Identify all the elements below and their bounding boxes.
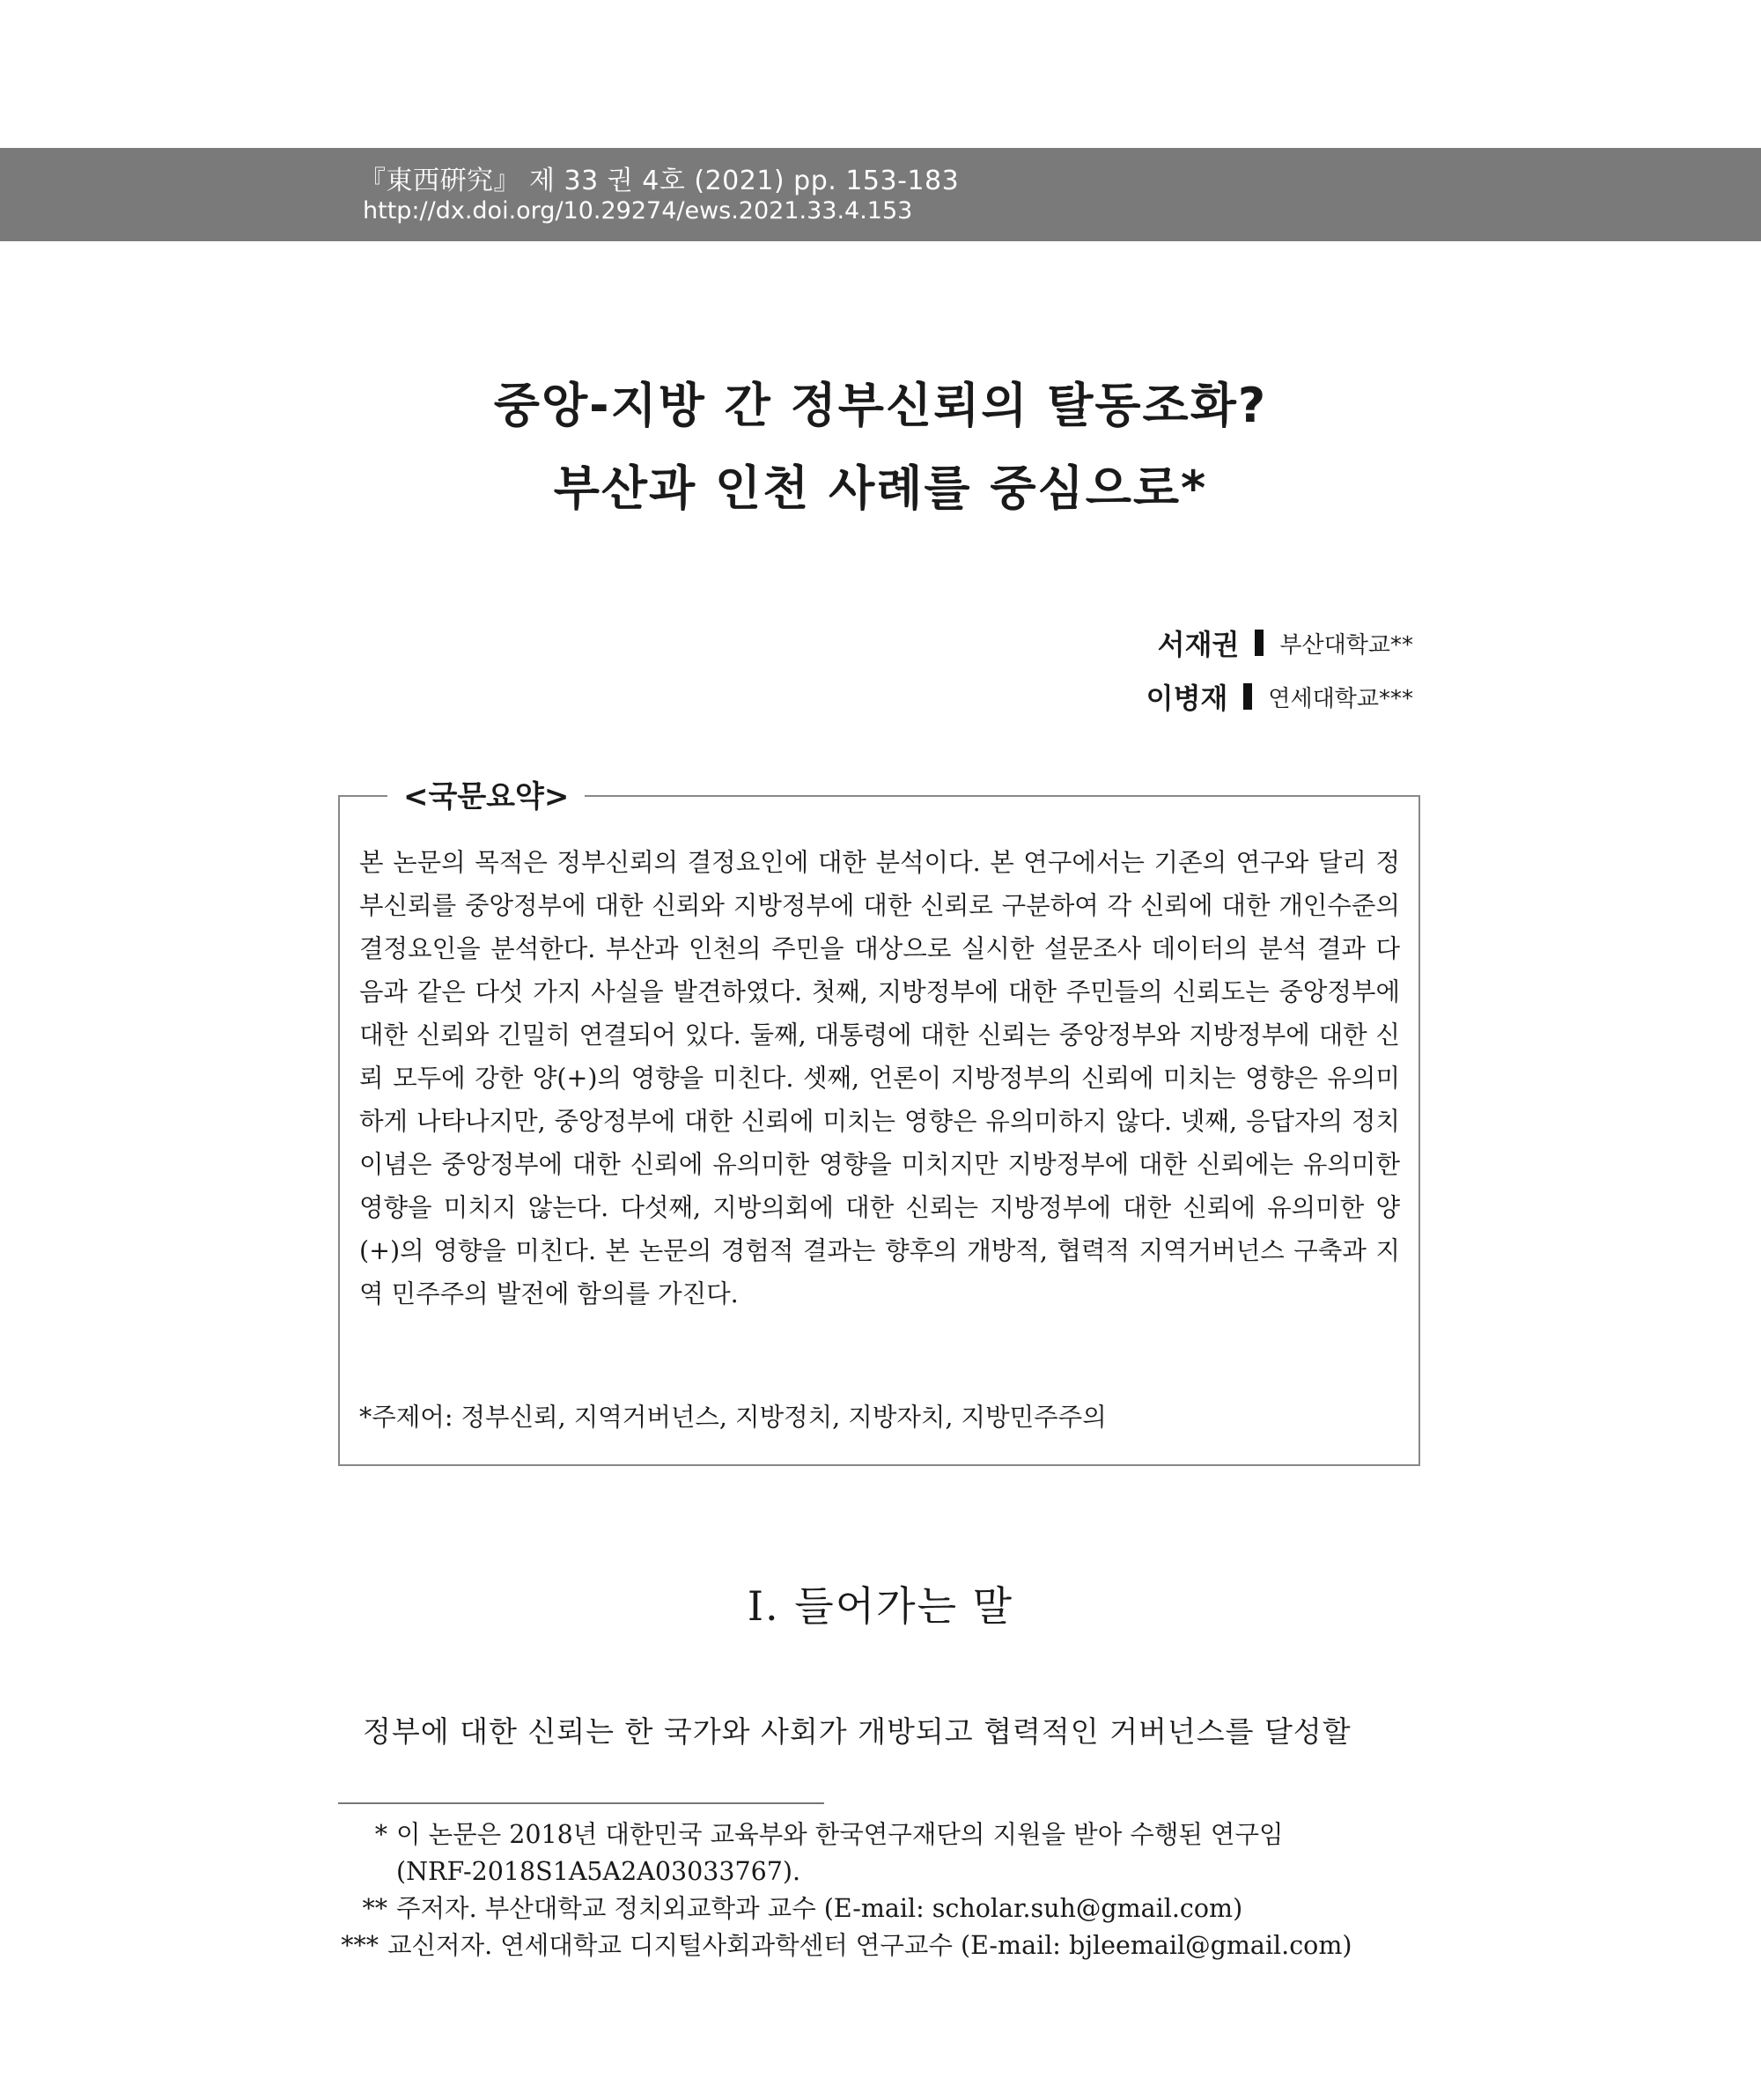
body-paragraph-first-line: 정부에 대한 신뢰는 한 국가와 사회가 개방되고 협력적인 거버넌스를 달성할 (363, 1714, 1352, 1749)
doi-link[interactable]: http://dx.doi.org/10.29274/ews.2021.33.4.153 (363, 197, 913, 225)
author-affiliation: 연세대학교*** (1268, 685, 1413, 712)
footnote-mark: *** (341, 1931, 379, 1960)
footnote-3 (338, 1927, 1430, 1964)
footnote-text-continued: (NRF-2018S1A5A2A03033767). (396, 1857, 801, 1886)
author-name: 이병재 (1146, 682, 1228, 715)
footnote-text: 교신저자. 연세대학교 디지털사회과학센터 연구교수 (E-mail: bjleemail@gmail.com) (387, 1931, 1352, 1960)
paper-title-line-2: 부산과 인천 사례를 중심으로* (553, 461, 1208, 516)
journal-header-band (0, 148, 1761, 241)
footnote-divider (338, 1802, 824, 1804)
abstract-label: <국문요약> (387, 772, 585, 815)
author-separator-bar (1243, 683, 1252, 710)
footnote-1-continuation (338, 1853, 1430, 1890)
section-heading: Ⅰ. 들어가는 말 (747, 1582, 1014, 1630)
footnote-mark: * (374, 1820, 387, 1849)
footnote-text: 주저자. 부산대학교 정치외교학과 교수 (E-mail: scholar.suh@gmail.com) (396, 1894, 1243, 1923)
footnote-2 (338, 1890, 1430, 1927)
author-separator-bar (1255, 630, 1264, 656)
author-1 (1158, 623, 1413, 663)
paper-title-line-1: 중앙-지방 간 정부신뢰의 탈동조화? (493, 378, 1268, 433)
author-name: 서재권 (1157, 628, 1240, 661)
journal-citation: 『東西硏究』 제 33 권 4호 (2021) pp. 153-183 (359, 166, 960, 196)
footnotes (338, 1816, 1430, 1964)
footnote-mark: ** (362, 1894, 387, 1923)
footnote-1 (338, 1816, 1430, 1853)
author-2 (1146, 676, 1413, 717)
footnote-text: 이 논문은 2018년 대한민국 교육부와 한국연구재단의 지원을 받아 수행된 연구임 (396, 1820, 1284, 1849)
abstract-text: 본 논문의 목적은 정부신뢰의 결정요인에 대한 분석이다. 본 연구에서는 기존의 연구와 달리 정부신뢰를 중앙정부에 대한 신뢰와 지방정부에 대한 신뢰로 구분하여 각 신뢰에 대한 개인수준의 결정요인을 분석한다. 부산과 인천의 주민을 대상으로 실시한 설문조사 데이터의 분석 결과 다음과 같은 다섯 가지 사실을 발견하였다. 첫째, 지방정부에 대한 주민들의 신뢰도는 중앙정부에 대한 신뢰와 긴밀히 연결되어 있다. 둘째, 대통령에 대한 신뢰는 중앙정부와 지방정부에 대한 신뢰 모두에 강한 양(+)의 영향을 미친다. 셋째, 언론이 지방정부의 신뢰에 미치는 영향은 유의미하게 나타나지만, 중앙정부에 대한 신뢰에 미치는 영향은 유의미하지 않다. 넷째, 응답자의 정치이념은 중앙정부에 대한 신뢰에 유의미한 영향을 미치지만 지방정부에 대한 신뢰에는 유의미한 영향을 미치지 않는다. 다섯째, 지방의회에 대한 신뢰는 지방정부에 대한 신뢰에 유의미한 양(+)의 영향을 미친다. 본 논문의 경험적 결과는 향후의 개방적, 협력적 지역거버넌스 구축과 지역 민주주의 발전에 함의를 가진다. (359, 848, 1400, 1308)
keywords: *주제어: 정부신뢰, 지역거버넌스, 지방정치, 지방자치, 지방민주주의 (359, 1403, 1107, 1432)
author-affiliation: 부산대학교** (1279, 631, 1413, 659)
